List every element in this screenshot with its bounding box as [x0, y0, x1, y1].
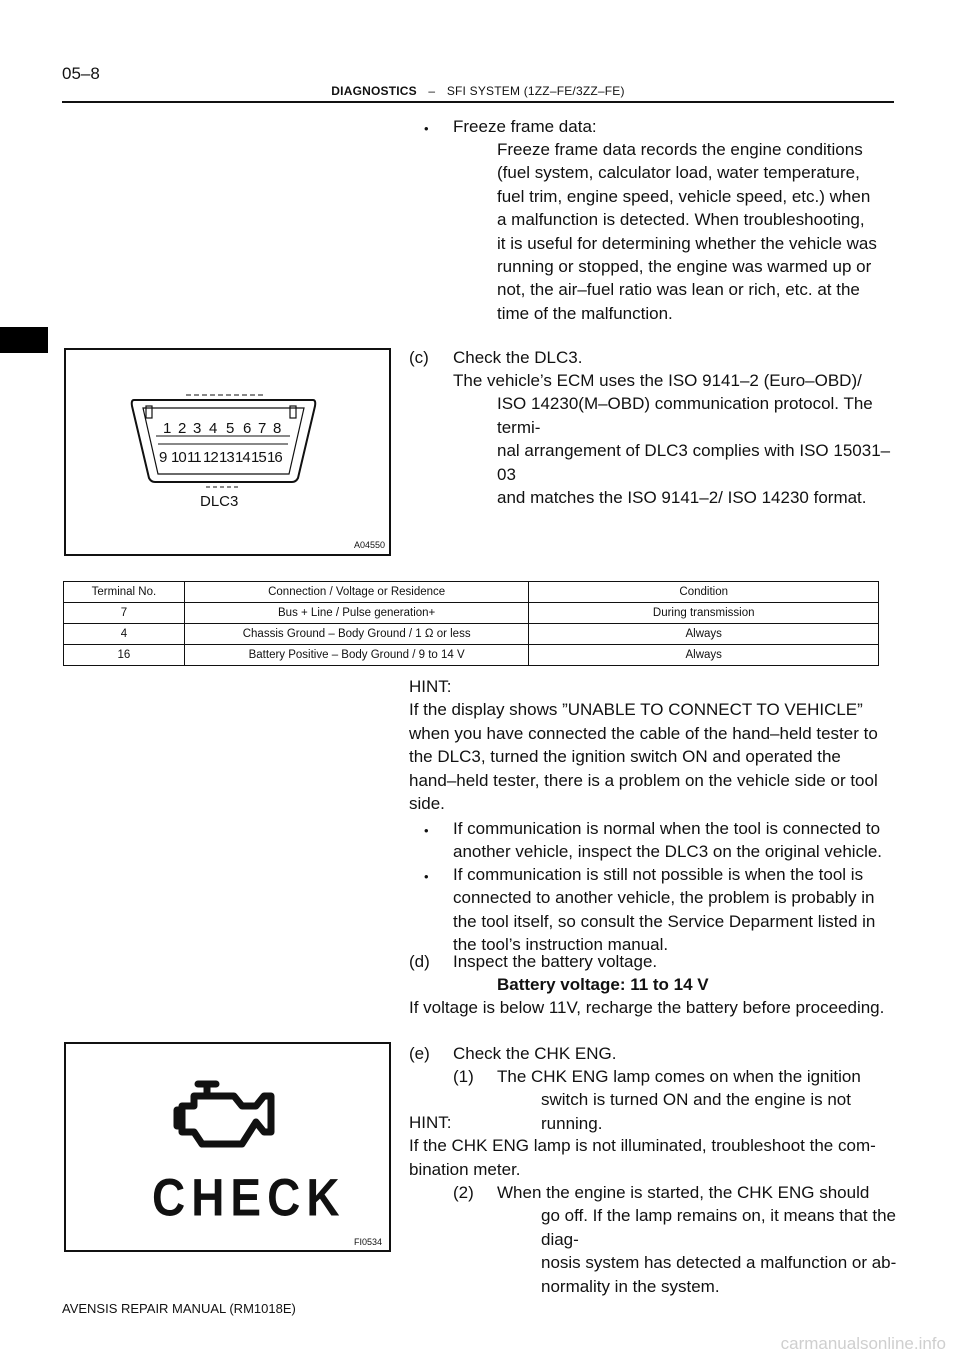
step-d-label: (d)	[409, 952, 430, 971]
freeze-body	[497, 138, 895, 325]
footer-manual: AVENSIS REPAIR MANUAL (RM1018E)	[62, 1301, 296, 1316]
freeze-line: fuel trim, engine speed, vehicle speed, etc.) when	[497, 186, 871, 206]
table-cell: 16	[64, 645, 185, 666]
step-c-line: The vehicle’s ECM uses the ISO 9141–2 (Euro–OBD)/	[453, 371, 862, 390]
hint-line: side.	[409, 794, 445, 814]
hint-bullet-line: If communication is normal when the tool is connected to	[453, 819, 881, 838]
header-subsection: SFI SYSTEM (1ZZ–FE/3ZZ–FE)	[446, 84, 625, 98]
header-section: DIAGNOSTICS	[331, 84, 417, 98]
step-e-sub2-line: When the engine is started, the CHK ENG should	[497, 1183, 870, 1202]
header-separator: –	[428, 84, 436, 98]
hint-line: If the CHK ENG lamp is not illuminated, troubleshoot the com-	[409, 1136, 876, 1156]
step-e-sub2-line: normality in the system.	[541, 1276, 720, 1296]
dlc3-figure	[64, 348, 391, 556]
step-e-sub1-label: (1)	[453, 1067, 474, 1086]
hint-bullet-line: the tool’s instruction manual.	[453, 935, 669, 955]
dlc3-label: DLC3	[200, 493, 239, 510]
freeze-line: a malfunction is detected. When troubleshooting,	[497, 210, 865, 230]
step-e-sub2-line: go off. If the lamp remains on, it means that the diag-	[541, 1206, 896, 1249]
table-cell: Always	[529, 645, 879, 666]
hint-bullet-1	[453, 817, 898, 864]
step-c-line: ISO 14230(M–OBD) communication protocol. The termi-	[497, 394, 873, 437]
step-d-note: If voltage is below 11V, recharge the battery before proceeding.	[409, 998, 885, 1017]
check-engine-figure	[64, 1042, 391, 1252]
hint-line: the DLC3, turned the ignition switch ON and operated the	[409, 747, 841, 767]
step-e-label: (e)	[409, 1044, 430, 1063]
step-c-body	[453, 369, 896, 509]
pin-label: 6	[243, 420, 252, 437]
hint-bullet-line: the tool itself, so consult the Service Deparment listed in	[453, 911, 876, 931]
hint-bullet-line: connected to another vehicle, the problem is probably in	[453, 888, 875, 908]
check-text: CHECK	[152, 1167, 346, 1228]
step-e-sub2-label: (2)	[453, 1183, 474, 1202]
freeze-line: not, the air–fuel ratio was lean or rich, etc. at the	[497, 280, 860, 300]
hint-bullet-line: another vehicle, inspect the DLC3 on the original vehicle.	[453, 842, 883, 862]
table-header: Terminal No.	[64, 582, 185, 603]
terminal-table	[63, 581, 879, 666]
page-number: 05–8	[62, 64, 100, 83]
hint-bullet: •	[424, 823, 429, 838]
table-cell: During transmission	[529, 603, 879, 624]
pin-label: 14	[235, 449, 250, 466]
table-cell: Always	[529, 624, 879, 645]
dlc3-connector-drawing	[66, 350, 389, 554]
freeze-line: it is useful for determining whether the vehicle was	[497, 233, 877, 253]
pin-label: 9	[159, 449, 168, 466]
freeze-line: Freeze frame data records the engine conditions	[497, 140, 863, 159]
step-c-line: nal arrangement of DLC3 complies with ISO 15031–03	[497, 441, 891, 484]
table-header: Connection / Voltage or Residence	[184, 582, 529, 603]
hint-bullet-2	[453, 863, 898, 957]
step-e-sub1-line: switch is turned ON and the engine is not running.	[541, 1090, 851, 1133]
freeze-line: (fuel system, calculator load, water temperature,	[497, 163, 860, 183]
running-header	[62, 84, 894, 98]
table-header-row	[64, 582, 879, 603]
section-tab-marker	[0, 327, 48, 353]
hint-line: when you have connected the cable of the hand–held tester to	[409, 723, 878, 743]
table-cell: Chassis Ground – Body Ground / 1 Ω or less	[184, 624, 529, 645]
step-c-label: (c)	[409, 348, 429, 367]
pin-label: 4	[209, 420, 218, 437]
figure-code: A04550	[354, 540, 386, 550]
hint-bullet: •	[424, 869, 429, 884]
step-c-title: Check the DLC3.	[453, 348, 583, 367]
pin-label: 13	[219, 449, 234, 466]
step-c-line: and matches the ISO 9141–2/ ISO 14230 format.	[497, 488, 867, 508]
pin-label: 8	[273, 420, 282, 437]
table-header: Condition	[529, 582, 879, 603]
freeze-line: running or stopped, the engine was warmed up or	[497, 257, 872, 277]
step-e-hint	[409, 1111, 899, 1181]
table-cell: 7	[64, 603, 185, 624]
step-e-sub1-line: The CHK ENG lamp comes on when the ignition	[497, 1067, 861, 1086]
step-e-sub2-line: nosis system has detected a malfunction or ab-	[541, 1253, 897, 1273]
pin-label: 15	[251, 449, 266, 466]
step-d-title: Inspect the battery voltage.	[453, 952, 658, 971]
pin-label: 3	[193, 420, 202, 437]
check-engine-icon	[66, 1044, 389, 1250]
table-row	[64, 624, 879, 645]
hint-bullet-line: If communication is still not possible is when the tool is	[453, 865, 864, 884]
freeze-line: time of the malfunction.	[497, 303, 673, 323]
figure-code: FI0534	[354, 1237, 383, 1247]
battery-voltage-spec: Battery voltage: 11 to 14 V	[497, 975, 709, 994]
table-cell: Battery Positive – Body Ground / 9 to 14 V	[184, 645, 529, 666]
pin-label: 2	[178, 420, 187, 437]
header-rule	[62, 101, 894, 103]
pin-label: 12	[203, 449, 218, 466]
pin-label: 11	[187, 449, 201, 466]
freeze-title: Freeze frame data:	[453, 117, 597, 136]
table-cell: Bus + Line / Pulse generation+	[184, 603, 529, 624]
pin-label: 1	[163, 420, 172, 437]
hint-line: hand–held tester, there is a problem on the vehicle side or tool	[409, 770, 878, 790]
hint-label: HINT:	[409, 677, 452, 696]
step-e-title: Check the CHK ENG.	[453, 1044, 617, 1063]
table-cell: 4	[64, 624, 185, 645]
watermark: carmanualsonline.info	[780, 1334, 946, 1353]
pin-label: 5	[226, 420, 235, 437]
table-row	[64, 603, 879, 624]
hint-line: If the display shows ”UNABLE TO CONNECT TO VEHICLE”	[409, 700, 863, 720]
hint-label: HINT:	[409, 1113, 452, 1132]
table-row	[64, 645, 879, 666]
pin-label: 16	[267, 449, 282, 466]
hint-line: bination meter.	[409, 1159, 521, 1179]
pin-label: 7	[258, 420, 267, 437]
freeze-bullet: •	[424, 121, 429, 136]
pin-label: 10	[171, 449, 186, 466]
step-e-sub2	[497, 1181, 897, 1298]
hint-block	[409, 675, 897, 815]
